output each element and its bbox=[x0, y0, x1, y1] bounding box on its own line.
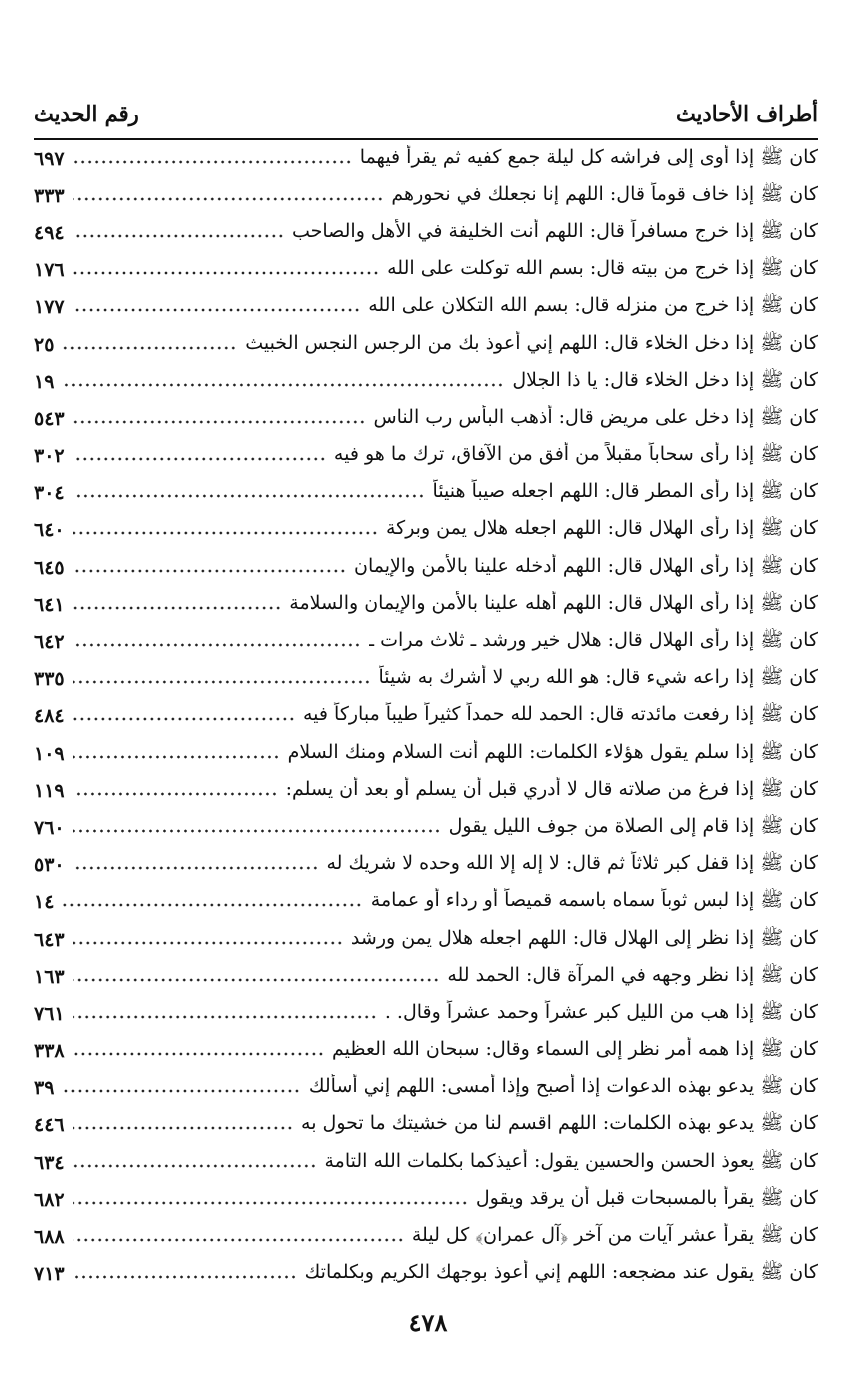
entry-text: كان ﷺ إذا رأى سحاباً مقبلاً من أفق من الآفاق، ترك ما هو فيه bbox=[333, 443, 818, 466]
header-column-label: رقم الحديث bbox=[34, 101, 139, 126]
index-entry bbox=[34, 363, 818, 400]
entry-text: كان ﷺ إذا خرج من بيته قال: بسم الله توكلت على الله bbox=[387, 257, 818, 280]
index-entry bbox=[34, 958, 818, 995]
dot-leader bbox=[73, 755, 280, 759]
index-entry bbox=[34, 1144, 818, 1181]
entry-text: كان ﷺ إذا رأى الهلال قال: هلال خير ورشد ـ ثلاث مرات ـ bbox=[368, 629, 818, 652]
index-entry bbox=[34, 252, 818, 289]
dot-leader bbox=[73, 531, 378, 535]
dot-leader bbox=[73, 717, 295, 721]
index-entry bbox=[34, 995, 818, 1032]
hadith-number: ٤٨٤ bbox=[34, 705, 65, 728]
dot-leader bbox=[73, 1126, 293, 1130]
dot-leader bbox=[73, 1052, 324, 1056]
index-entry bbox=[34, 1033, 818, 1070]
hadith-number: ٣٣٥ bbox=[34, 668, 65, 691]
dot-leader bbox=[73, 271, 379, 275]
dot-leader bbox=[73, 866, 319, 870]
hadith-number: ٧٦٠ bbox=[34, 816, 65, 839]
dot-leader bbox=[73, 160, 352, 164]
hadith-number: ٥٤٣ bbox=[34, 407, 65, 430]
hadith-number: ٣٣٣ bbox=[34, 184, 65, 207]
hadith-number: ١٧٦ bbox=[34, 259, 65, 282]
entry-text: كان ﷺ إذا رفعت مائدته قال: الحمد لله حمداً كثيراً طيباً مباركاً فيه bbox=[303, 703, 818, 726]
index-entry bbox=[34, 177, 818, 214]
index-entry bbox=[34, 214, 818, 251]
entry-text: كان ﷺ إذا أوى إلى فراشه كل ليلة جمع كفيه ثم يقرأ فيهما bbox=[359, 145, 818, 168]
entry-text: كان ﷺ إذا دخل الخلاء قال: يا ذا الجلال bbox=[512, 368, 818, 391]
hadith-index-list bbox=[34, 140, 818, 1293]
hadith-number: ٣٣٨ bbox=[34, 1040, 65, 1063]
entry-text: كان ﷺ إذا فرغ من صلاته قال لا أدري قبل أن يسلم أو بعد أن يسلم: bbox=[285, 777, 818, 800]
dot-leader bbox=[73, 978, 440, 982]
hadith-number: ٦٨٨ bbox=[34, 1226, 65, 1249]
dot-leader bbox=[73, 308, 361, 312]
dot-leader bbox=[62, 903, 362, 907]
dot-leader bbox=[73, 829, 441, 833]
entry-text: كان ﷺ إذا قفل كبر ثلاثاً ثم قال: لا إله إلا الله وحده لا شريك له bbox=[326, 852, 818, 875]
index-entry bbox=[34, 884, 818, 921]
hadith-number: ٦٤٥ bbox=[34, 556, 65, 579]
hadith-number: ٢٥ bbox=[34, 333, 55, 356]
hadith-number: ٦٣٤ bbox=[34, 1151, 65, 1174]
entry-text: كان ﷺ يعوذ الحسن والحسين يقول: أعيذكما بكلمات الله التامة bbox=[324, 1149, 818, 1172]
index-entry bbox=[34, 847, 818, 884]
hadith-number: ٥٣٠ bbox=[34, 854, 65, 877]
hadith-number: ٣٠٤ bbox=[34, 482, 65, 505]
dot-leader bbox=[73, 457, 326, 461]
hadith-number: ٦٤٠ bbox=[34, 519, 65, 542]
entry-text: كان ﷺ يقول عند مضجعه: اللهم إني أعوذ بوجهك الكريم وبكلماتك bbox=[304, 1261, 818, 1284]
index-entry bbox=[34, 1070, 818, 1107]
index-entry bbox=[34, 140, 818, 177]
running-header bbox=[34, 92, 818, 126]
index-entry bbox=[34, 586, 818, 623]
hadith-number: ٦٤٢ bbox=[34, 631, 65, 654]
dot-leader bbox=[73, 234, 284, 238]
dot-leader bbox=[73, 197, 384, 201]
hadith-number: ١١٩ bbox=[34, 779, 65, 802]
hadith-number: ٤٤٦ bbox=[34, 1114, 65, 1137]
entry-text: كان ﷺ إذا رأى الهلال قال: اللهم أهله علينا بالأمن والإيمان والسلامة bbox=[289, 591, 818, 614]
hadith-number: ١٧٧ bbox=[34, 296, 65, 319]
entry-text: كان ﷺ يقرأ بالمسبحات قبل أن يرقد ويقول bbox=[475, 1186, 818, 1209]
index-entry bbox=[34, 549, 818, 586]
dot-leader bbox=[73, 792, 278, 796]
hadith-number: ٦٨٢ bbox=[34, 1188, 65, 1211]
hadith-number: ٤٩٤ bbox=[34, 221, 65, 244]
index-entry bbox=[34, 438, 818, 475]
hadith-number: ٦٤٣ bbox=[34, 928, 65, 951]
dot-leader bbox=[73, 941, 343, 945]
entry-text: كان ﷺ إذا رأى الهلال قال: اللهم أدخله علينا بالأمن والإيمان bbox=[354, 554, 818, 577]
entry-text: كان ﷺ إذا دخل الخلاء قال: اللهم إني أعوذ بك من الرجس النجس الخبيث bbox=[245, 331, 818, 354]
index-entry bbox=[34, 512, 818, 549]
entry-text: كان ﷺ يقرأ عشر آيات من آخر ﴿آل عمران﴾ كل ليلة bbox=[411, 1224, 818, 1247]
entry-text: كان ﷺ إذا قام إلى الصلاة من جوف الليل يقول bbox=[448, 814, 818, 837]
hadith-number: ٦٤١ bbox=[34, 593, 65, 616]
hadith-number: ١٤ bbox=[34, 891, 55, 914]
index-entry bbox=[34, 698, 818, 735]
index-entry bbox=[34, 400, 818, 437]
index-entry bbox=[34, 921, 818, 958]
entry-text: كان ﷺ إذا دخل على مريض قال: أذهب البأس رب الناس bbox=[373, 405, 818, 428]
dot-leader bbox=[73, 420, 366, 424]
entry-text: كان ﷺ إذا نظر إلى الهلال قال: اللهم اجعله هلال يمن ورشد bbox=[350, 926, 818, 949]
index-entry bbox=[34, 772, 818, 809]
dot-leader bbox=[73, 1275, 297, 1279]
dot-leader bbox=[73, 494, 425, 498]
entry-text: كان ﷺ إذا راعه شيء قال: هو الله ربي لا أشرك به شيئاً bbox=[378, 666, 818, 689]
entry-text: كان ﷺ إذا نظر وجهه في المرآة قال: الحمد لله bbox=[447, 963, 818, 986]
entry-text: كان ﷺ يدعو بهذه الدعوات إذا أصبح وإذا أمسى: اللهم إني أسألك bbox=[308, 1075, 818, 1098]
index-entry bbox=[34, 289, 818, 326]
dot-leader bbox=[73, 680, 371, 684]
entry-text: كان ﷺ إذا سلم يقول هؤلاء الكلمات: اللهم أنت السلام ومنك السلام bbox=[287, 740, 818, 763]
dot-leader bbox=[73, 1201, 468, 1205]
hadith-number: ١٩ bbox=[34, 370, 55, 393]
index-entry bbox=[34, 623, 818, 660]
entry-text: كان ﷺ يدعو بهذه الكلمات: اللهم اقسم لنا من خشيتك ما تحول به bbox=[301, 1112, 818, 1135]
hadith-number: ٣٩ bbox=[34, 1077, 55, 1100]
dot-leader bbox=[73, 1015, 377, 1019]
hadith-number: ٧٦١ bbox=[34, 1002, 65, 1025]
dot-leader bbox=[62, 1089, 300, 1093]
index-entry bbox=[34, 1256, 818, 1293]
entry-text: كان ﷺ إذا رأى المطر قال: اللهم اجعله صيباً هنيئاً bbox=[432, 480, 818, 503]
index-entry bbox=[34, 809, 818, 846]
entry-text: كان ﷺ إذا رأى الهلال قال: اللهم اجعله هلال يمن وبركة bbox=[385, 517, 818, 540]
index-entry bbox=[34, 1218, 818, 1255]
dot-leader bbox=[73, 643, 361, 647]
index-entry bbox=[34, 1107, 818, 1144]
entry-text: كان ﷺ إذا خاف قوماً قال: اللهم إنا نجعلك في نحورهم bbox=[391, 182, 818, 205]
hadith-number: ١٦٣ bbox=[34, 965, 65, 988]
hadith-number: ٦٩٧ bbox=[34, 147, 65, 170]
dot-leader bbox=[73, 606, 282, 610]
hadith-number: ٧١٣ bbox=[34, 1263, 65, 1286]
index-entry bbox=[34, 661, 818, 698]
dot-leader bbox=[73, 1164, 317, 1168]
hadith-number: ٣٠٢ bbox=[34, 445, 65, 468]
index-entry bbox=[34, 326, 818, 363]
index-entry bbox=[34, 475, 818, 512]
page-number: ٤٧٨ bbox=[408, 1308, 448, 1337]
entry-text: كان ﷺ إذا خرج مسافراً قال: اللهم أنت الخليفة في الأهل والصاحب bbox=[291, 219, 818, 242]
hadith-number: ١٠٩ bbox=[34, 742, 65, 765]
entry-text: كان ﷺ إذا هب من الليل كبر عشراً وحمد عشراً وقال. . bbox=[384, 1000, 818, 1023]
entry-text: كان ﷺ إذا لبس ثوباً سماه باسمه قميصاً أو رداء أو عمامة bbox=[370, 889, 818, 912]
dot-leader bbox=[62, 383, 504, 387]
dot-leader bbox=[62, 346, 237, 350]
index-entry bbox=[34, 735, 818, 772]
header-title: أطراف الأحاديث bbox=[675, 101, 818, 126]
index-entry bbox=[34, 1181, 818, 1218]
entry-text: كان ﷺ إذا خرج من منزله قال: بسم الله التكلان على الله bbox=[368, 294, 818, 317]
dot-leader bbox=[73, 1238, 404, 1242]
entry-text: كان ﷺ إذا همه أمر نظر إلى السماء وقال: سبحان الله العظيم bbox=[332, 1038, 818, 1061]
dot-leader bbox=[73, 569, 346, 573]
